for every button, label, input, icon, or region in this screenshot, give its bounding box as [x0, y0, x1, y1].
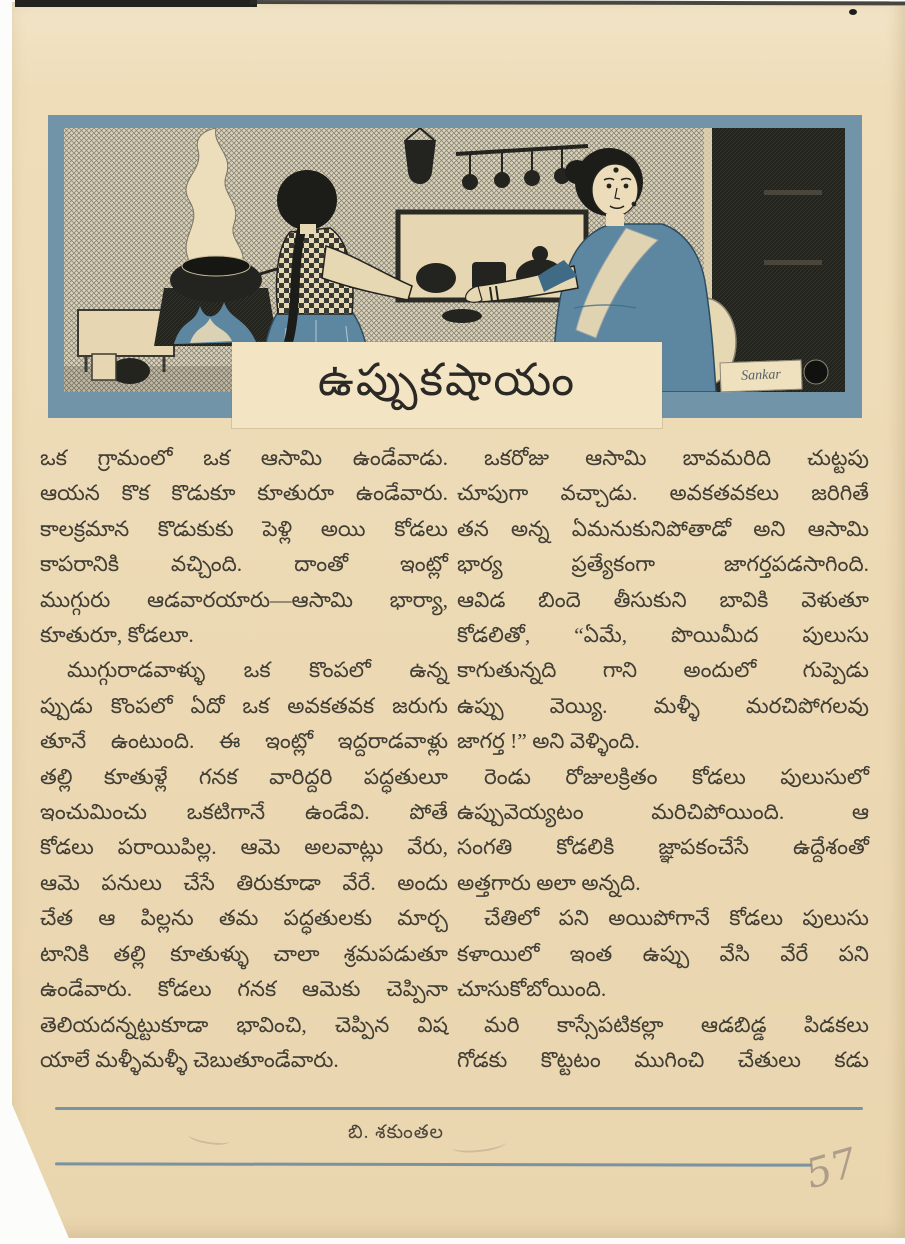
- scan-artifact-dot: [849, 9, 857, 15]
- text-line: రెండు రోజులక్రితం కోడలు పులుసులో: [484, 764, 869, 789]
- text-line: యాలే మళ్ళీమళ్ళీ చెబుతూండేవారు.: [40, 1047, 339, 1072]
- author-name: బి. శకుంతల: [348, 1122, 444, 1143]
- text-line: చేత ఆ పిల్లను తమ పద్ధతులకు మార్చ: [40, 906, 448, 931]
- text-line: జాగర్త !” అని వెళ్ళింది.: [457, 729, 640, 754]
- text-line: ఆమె పనులు చేసే తిరుకూడా వేరే. అందు: [40, 870, 448, 895]
- text-column-right: [457, 441, 869, 1078]
- text-line: భార్య ప్రత్యేకంగా జాగర్తపడసాగింది.: [457, 552, 869, 577]
- text-line: ముగ్గురు ఆడవారయారు—ఆసామి భార్యా,: [40, 587, 448, 612]
- text-line: చూసుకోబోయింది.: [457, 977, 607, 1002]
- text-line: కాలక్రమాన కొడుకుకు పెళ్లి అయి కోడలు: [40, 516, 448, 541]
- story-title: ఉప్పుకషాయం: [232, 342, 662, 428]
- text-line: ఆవిడ బిందె తీసుకుని బావికి వెళుతూ: [457, 587, 869, 612]
- text-line: కోడలు పరాయిపిల్ల. ఆమె అలవాట్లు వేరు,: [40, 835, 448, 860]
- text-line: అత్తగారు అలా అన్నది.: [457, 870, 641, 895]
- text-line: ముగ్గురాడవాళ్ళు ఒక కొంపలో ఉన్న: [67, 658, 448, 683]
- text-line: తూనే ఉంటుంది. ఈ ఇంట్లో ఇద్దరాడవాళ్లు: [40, 729, 448, 754]
- scan-artifact-top-strip: [15, 0, 257, 7]
- text-line: కాగుతున్నది గాని అందులో గుప్పెడు: [457, 658, 869, 683]
- text-line: ఇంచుమించు ఒకటిగానే ఉండేవి. పోతే: [40, 800, 448, 825]
- text-line: కళాయిలో ఇంత ఉప్పు వేసి వేరే పని: [457, 941, 869, 966]
- text-line: మరి కాస్సేపటికల్లా ఆడబిడ్డ పిడకలు: [484, 1012, 869, 1037]
- text-line: ఆయన కొక కొడుకూ కూతురూ ఉండేవారు.: [40, 481, 448, 506]
- paragraph: [457, 1008, 869, 1079]
- text-line: ఉప్పు వెయ్యి. మళ్ళీ మరచిపోగలవు: [457, 693, 869, 718]
- text-line: కాపరానికి వచ్చింది. దాంతో ఇంట్లో: [40, 552, 448, 577]
- text-line: గోడకు కొట్టటం ముగించి చేతులు కడు: [457, 1047, 869, 1072]
- text-line: ప్పుడు కొంపలో ఏదో ఒక అవకతవక జరుగు: [40, 693, 448, 718]
- dish-icon: [442, 309, 482, 323]
- paragraph: [457, 901, 869, 1007]
- paragraph: [40, 441, 448, 653]
- paragraph: [457, 760, 869, 902]
- text-line: తల్లి కూతుళ్లే గనక వారిద్దరి పద్ధతులూ: [40, 764, 448, 789]
- text-line: కూతురూ, కోడలూ.: [40, 623, 194, 648]
- text-line: సంగతి కోడలికి జ్ఞాపకంచేసే ఉద్దేశంతో: [457, 835, 869, 860]
- illustrator-signature: Sankar: [720, 360, 803, 393]
- text-line: తెలియదన్నట్టుకూడా భావించి, చెప్పిన విష: [40, 1012, 448, 1037]
- text-line: తన అన్న ఏమనుకునిపోతాడో అని ఆసామి: [457, 516, 869, 541]
- text-column-left: [40, 441, 448, 1078]
- text-line: చూపుగా వచ్చాడు. అవకతవకలు జరిగితే: [457, 481, 869, 506]
- text-line: కోడలితో, “ఏమే, పొయిమీద పులుసు: [457, 623, 869, 648]
- footer-rule-top: [55, 1107, 863, 1110]
- paragraph: [40, 653, 448, 1078]
- handwritten-page-number: 57: [800, 1139, 863, 1199]
- text-line: ఒకరోజు ఆసామి బావమరిది చుట్టపు: [484, 446, 869, 470]
- text-line: ఉండేవారు. కోడలు గనక ఆమెకు చెప్పినా: [40, 977, 448, 1002]
- text-line: ఉప్పువెయ్యటం మరిచిపోయింది. ఆ: [457, 800, 869, 825]
- text-line: టానికి తల్లి కూతుళ్ళు చాలా శ్రమపడుతూ: [40, 941, 448, 966]
- text-line: ఒక గ్రామంలో ఒక ఆసామి ఉండేవాడు.: [40, 446, 448, 470]
- paragraph: [457, 441, 869, 760]
- text-line: చేతిలో పని అయిపోగానే కోడలు పులుసు: [484, 906, 869, 931]
